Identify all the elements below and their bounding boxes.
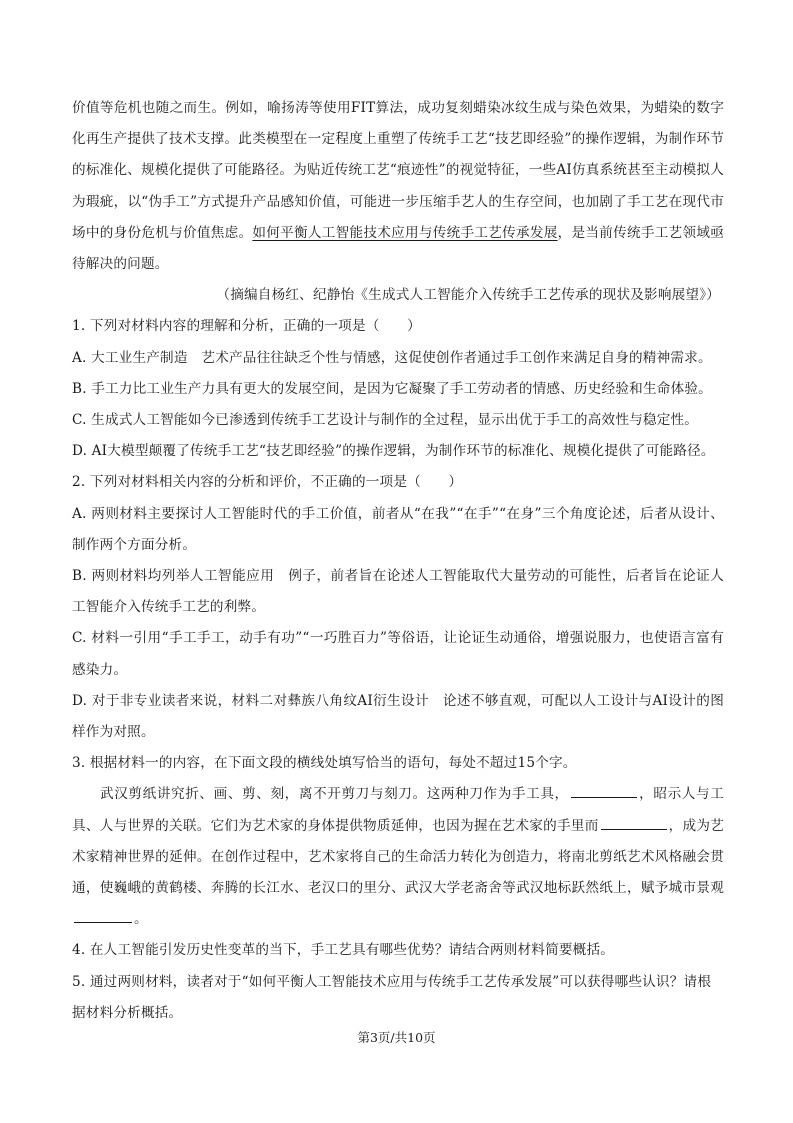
question-4-stem: 4. 在人工智能引发历史性变革的当下，手工艺具有哪些优势？请结合两则材料简要概括。 xyxy=(72,942,615,959)
question-1-stem: 1. 下列对材料内容的理解和分析，正确的一项是（ ） xyxy=(72,318,421,335)
question-1-option-b: B. 手工力比工业生产力具有更大的发展空间，是因为它凝聚了手工劳动者的情感、历史经验和生命体验。 xyxy=(72,380,712,397)
question-1-option-a: A. 大工业生产制造 艺术产品往往缺乏个性与情感，这促使创作者通过手工创作来满足自身的精神需求。 xyxy=(72,349,712,366)
q3-text-part-4: 。 xyxy=(134,911,148,928)
question-3-stem: 3. 根据材料一的内容，在下面文段的横线处填写恰当的语句，每处不超过15个字。 xyxy=(72,755,577,772)
answer-blank-2[interactable] xyxy=(601,815,667,830)
underlined-key-question: 如何平衡人工智能技术应用与传统手工艺传承发展 xyxy=(252,224,558,241)
passage-paragraph xyxy=(72,93,724,280)
q3-text-part-1: 武汉剪纸讲究折、画、剪、刻，离不开剪刀与刻刀。这两种刀作为手工具， xyxy=(100,786,569,803)
question-1-option-d: D. AI大模型颠覆了传统手工艺“技艺即经验”的操作逻辑，为制作环节的标准化、规模化提供了可能路径。 xyxy=(72,443,715,460)
q3-text-part-2: ，昭示人与工具、人与世界的关联。它们为艺术家的身体提供物质延伸，也因为握在艺术家的手里而 xyxy=(72,786,724,834)
q3-text-part-3: ，成为艺术家精神世界的延伸。在创作过程中，艺术家将自己的生命活力转化为创造力，将南北剪纸艺术风格融会贯通，使巍峨的黄鹤楼、奔腾的长江水、老汉口的里分、武汉大学老斋舍等武汉地标跃然纸上，赋予城市景观 xyxy=(72,817,724,897)
answer-blank-3[interactable] xyxy=(74,908,132,923)
question-1-option-c: C. 生成式人工智能如今已渗透到传统手工艺设计与制作的全过程，显示出优于手工的高效性与稳定性。 xyxy=(72,412,699,429)
answer-blank-1[interactable] xyxy=(571,783,637,798)
page-content xyxy=(72,93,724,1029)
question-2-option-a: A. 两则材料主要探讨人工智能时代的手工价值，前者从“在我”“在手”“在身”三个角度论述，后者从设计、制作两个方面分析。 xyxy=(72,505,724,553)
question-3-passage xyxy=(72,779,724,935)
passage-tail: ，是当前传统手工艺领域亟待解决的问题。 xyxy=(72,224,724,273)
question-2-option-c: C. 材料一引用“手工手工，动手有功”“一巧胜百力”等俗语，让论证生动通俗，增强说服力，也使语言富有感染力。 xyxy=(72,630,724,678)
passage-source: （摘编自杨红、纪静怡《生成式人工智能介入传统手工艺传承的现状及影响展望》） xyxy=(216,287,720,304)
question-2-option-b: B. 两则材料均列举人工智能应用 例子，前者旨在论述人工智能取代大量劳动的可能性，后者旨在论证人工智能介入传统手工艺的利弊。 xyxy=(72,568,724,616)
page-number: 第3页/共10页 xyxy=(357,1030,436,1045)
question-2-option-d: D. 对于非专业读者来说，材料二对彝族八角纹AI衍生设计 论述不够直观，可配以人工设计与AI设计的图样作为对照。 xyxy=(72,692,724,741)
passage-text: 价值等危机也随之而生。例如，喻扬涛等使用FIT算法，成功复刻蜡染冰纹生成与染色效果，为蜡染的数字化再生产提供了技术支撑。此类模型在一定程度上重塑了传统手工艺“技艺即经验”的操作逻辑，为制作环节的标准化、规模化提供了可能路径。为贴近传统工艺“痕迹性”的视觉特征，一些AI仿真系统甚至主动模拟人为瑕疵，以“伪手工”方式提升产品感知价值，可能进一步压缩手艺人的生存空间，也加剧了手工艺在现代市场中的身份危机与价值焦虑。 xyxy=(72,100,724,241)
question-5-stem: 5. 通过两则材料，读者对于“如何平衡人工智能技术应用与传统手工艺传承发展”可以获得哪些认识？请根据材料分析概括。 xyxy=(72,973,712,1021)
question-2-stem: 2. 下列对材料相关内容的分析和评价，不正确的一项是（ ） xyxy=(72,474,463,491)
